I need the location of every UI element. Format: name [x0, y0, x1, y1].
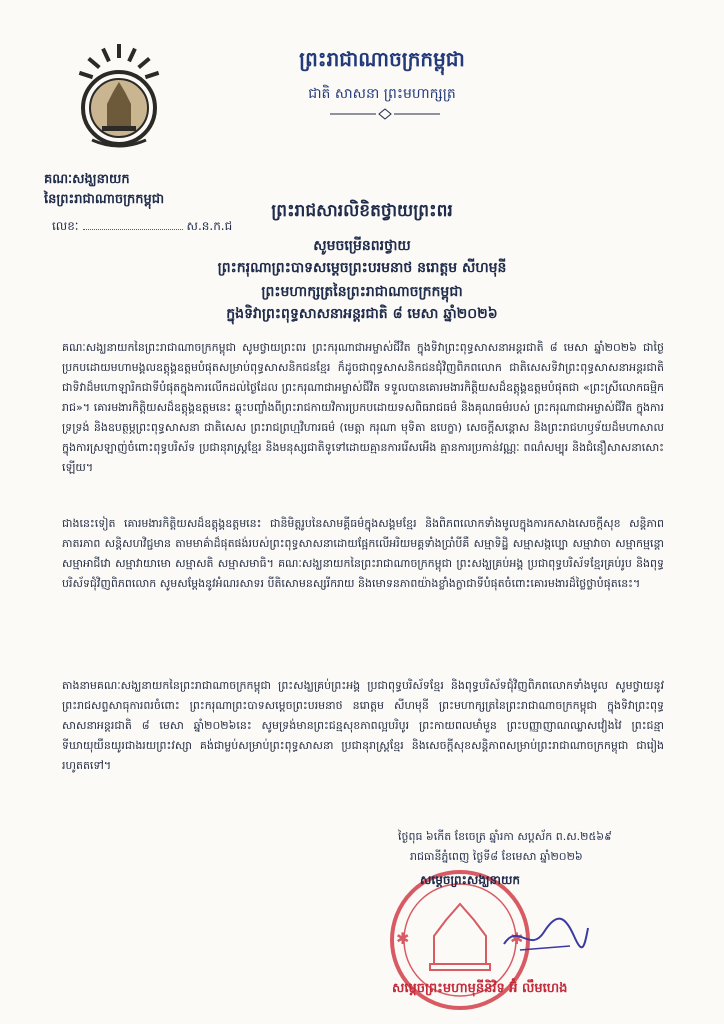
signature-icon — [500, 910, 590, 960]
subtitle-line2: ព្រះករុណាព្រះបាទសម្តេចព្រះបរមនាថ នរោត្តម សីហមុនី — [217, 260, 507, 276]
subtitle-line1: សូមចម្រើនពរថ្វាយ — [313, 238, 411, 254]
body-paragraph-2: ជាងនេះទៀត គោរមងារកិត្តិយសដ៏ឧត្តុង្គឧត្តមនេះ ជានិមិត្តរូបនៃសាមគ្គីធម៌ក្នុងសង្គមខ្មែរ និងពិភពលោកទាំងមូលក្នុងការកសាងសេចក្តីសុខ សន្តិភាព ភាតរភាព សន្តិសហវិជ្ជមាន តាមមាគ៌ាដ៏ផុតផង់របស់ព្រះពុទ្ធសាសនាដោយផ្អែកលើអរិយមគ្គទាំងប្រាំបីគឺ សម្មាទិដ្ឋិ សម្មាសង្កប្បោ សម្មាវាចា សម្មាកម្មន្តោ សម្មាអាជីវោ សម្មាវាយាមោ សម្មាសតិ សម្មាសមាធិ។ គណៈសង្ឃនាយកនៃព្រះរាជាណាចក្រកម្ពុជា ព្រះសង្ឃគ្រប់អង្គ ប្រជាពុទ្ធបរិស័ទខ្មែរគ្រប់រូប និងពុទ្ធបរិស័ទជុំវិញពិភពលោក សូមសម្តែងនូវអំណរសាទរ បីតិសោមនស្សរីករាយ និងមោទនភាពយ៉ាងខ្លាំងក្លាជាទីបំផុតចំពោះគោរមងារដ៏ថ្លៃថ្លាបំផុតនេះ។ — [62, 517, 664, 590]
kingdom-heading: ព្រះរាជាណាចក្រកម្ពុជា — [299, 47, 465, 71]
sangha-emblem-icon — [74, 42, 164, 152]
issuer-name-line1: គណៈសង្ឃនាយក — [44, 172, 130, 187]
signer-name: សម្តេចព្រះមហាមុនីនិវិទ អ៊ំ លឹមហេង — [392, 981, 568, 996]
issuer-name — [44, 170, 214, 210]
ornament-divider-icon — [330, 108, 440, 120]
issuer-name-line2: នៃព្រះរាជាណាចក្រកម្ពុជា — [44, 192, 165, 207]
document-title: ព្រះរាជសារលិខិតថ្វាយព្រះពរ — [271, 201, 453, 221]
ref-label: លេខៈ — [52, 219, 79, 233]
lunar-date: ថ្ងៃពុធ ៦កើត ខែចេត្រ ឆ្នាំរកា សប្តស័ក ព.ស.២៥៦៩ — [398, 830, 612, 843]
subtitle-line4: ក្នុងទិវាព្រះពុទ្ធសាសនាអន្តរជាតិ ៨ មេសា ឆ្នាំ២០២៦ — [226, 306, 498, 322]
svg-text:✱: ✱ — [510, 929, 524, 948]
body-paragraph-3: តាងនាមគណៈសង្ឃនាយកនៃព្រះរាជាណាចក្រកម្ពុជា ព្រះសង្ឃគ្រប់ព្រះអង្គ ប្រជាពុទ្ធបរិស័ទខ្មែរ និងពុទ្ធបរិស័ទជុំវិញពិភពលោកទាំងមូល សូមថ្វាយនូវព្រះរាជសព្ទសាធុការពរចំពោះ ព្រះករុណាព្រះបាទសម្តេចព្រះបរមនាថ នរោត្តម សីហមុនី ព្រះមហាក្សត្រនៃព្រះរាជាណាចក្រកម្ពុជា ក្នុងទិវាព្រះពុទ្ធសាសនាអន្តរជាតិ ៨ មេសា ឆ្នាំ២០២៦នេះ សូមទ្រង់មានព្រះជន្មសុខភាពល្អបរិបូរ ព្រះកាយពលមាំមួន ព្រះបញ្ញាញាណឈ្លាសវៀងវៃ ព្រះជន្មាទីឃាយុយឺនយូរជាងរយព្រះវស្សា គង់ជាម្លប់សម្រាប់ព្រះពុទ្ធសាសនា ប្រជានុរាស្ត្រខ្មែរ និងសេចក្តីសុខសន្តិភាពសម្រាប់ព្រះរាជាណាចក្រកម្ពុជា ជារៀងរហូតតទៅ។ — [62, 679, 664, 772]
body-paragraph-1: គណៈសង្ឃនាយកនៃព្រះរាជាណាចក្រកម្ពុជា សូមថ្វាយព្រះពរ ព្រះករុណាជាអម្ចាស់ជីវិត ក្នុងទិវាព្រះពុទ្ធសាសនាអន្តរជាតិ ៨ មេសា ឆ្នាំ២០២៦ ជាថ្ងៃប្រកបដោយមហាមង្គលឧត្តុង្គឧត្តមបំផុតសម្រាប់ពុទ្ធសាសនិកជនខ្មែរ ក៏ដូចជាពុទ្ធសាសនិកជនជុំវិញពិភពលោក ជាតិសេសទិវាព្រះពុទ្ធសាសនាអន្តរជាតិ ជាទិវាដ៏មហោឡារិកជាទីបំផុតក្នុងការលើកដល់ថ្ងៃដែល ព្រះករុណាជាអម្ចាស់ជីវិត ទទួលបានគោរមងារកិត្តិយសដ៏ឧត្តុង្គឧត្តមបំផុតជា «ព្រះស្រីលោកធម្មិករាជ»។ គោរមងារកិត្តិយសដ៏ឧត្តុង្គឧត្តមនេះ ឆ្លុះបញ្ចាំងពីព្រះរាជកាយវិការប្រកបដោយទសពិធរាជធម៌ និងគុណធម៌របស់ ព្រះករុណាជាអម្ចាស់ជីវិត ក្នុងការទ្រទ្រង់ និងឧបត្ថម្ភព្រះពុទ្ធសាសនា ជាតិសេស ព្រះរាជព្រហ្មវិហារធម៌ (មេត្តា ករុណា មុទិតា ឧបេក្ខា) សេចក្តីសន្តោស និងព្រះរាជហឫទ័យដ៏មហាសាលក្នុងការស្រឡាញ់ចំពោះពុទ្ធបរិស័ទ ប្រជានុរាស្ត្រខ្មែរ និងមនុស្សជាតិទូទៅដោយគ្មានការរើសអើង គ្មានការប្រកាន់វណ្ណៈ ពណ៌សម្បុរ និងជំនឿសាសនាសោះឡើយ។ — [62, 341, 664, 474]
national-motto: ជាតិ សាសនា ព្រះមហាក្សត្រ — [308, 86, 456, 102]
ref-dots — [83, 229, 183, 230]
ref-suffix: ស.ន.ក.ជ — [186, 219, 233, 233]
subtitle-line3: ព្រះមហាក្សត្រនៃព្រះរាជាណាចក្រកម្ពុជា — [261, 284, 463, 300]
svg-text:✱: ✱ — [396, 929, 410, 948]
solar-date: រាជធានីភ្នំពេញ ថ្ងៃទី៨ ខែមេសា ឆ្នាំ២០២៦ — [410, 850, 583, 863]
signer-title: សម្តេចព្រះសង្ឃនាយក — [420, 873, 521, 887]
